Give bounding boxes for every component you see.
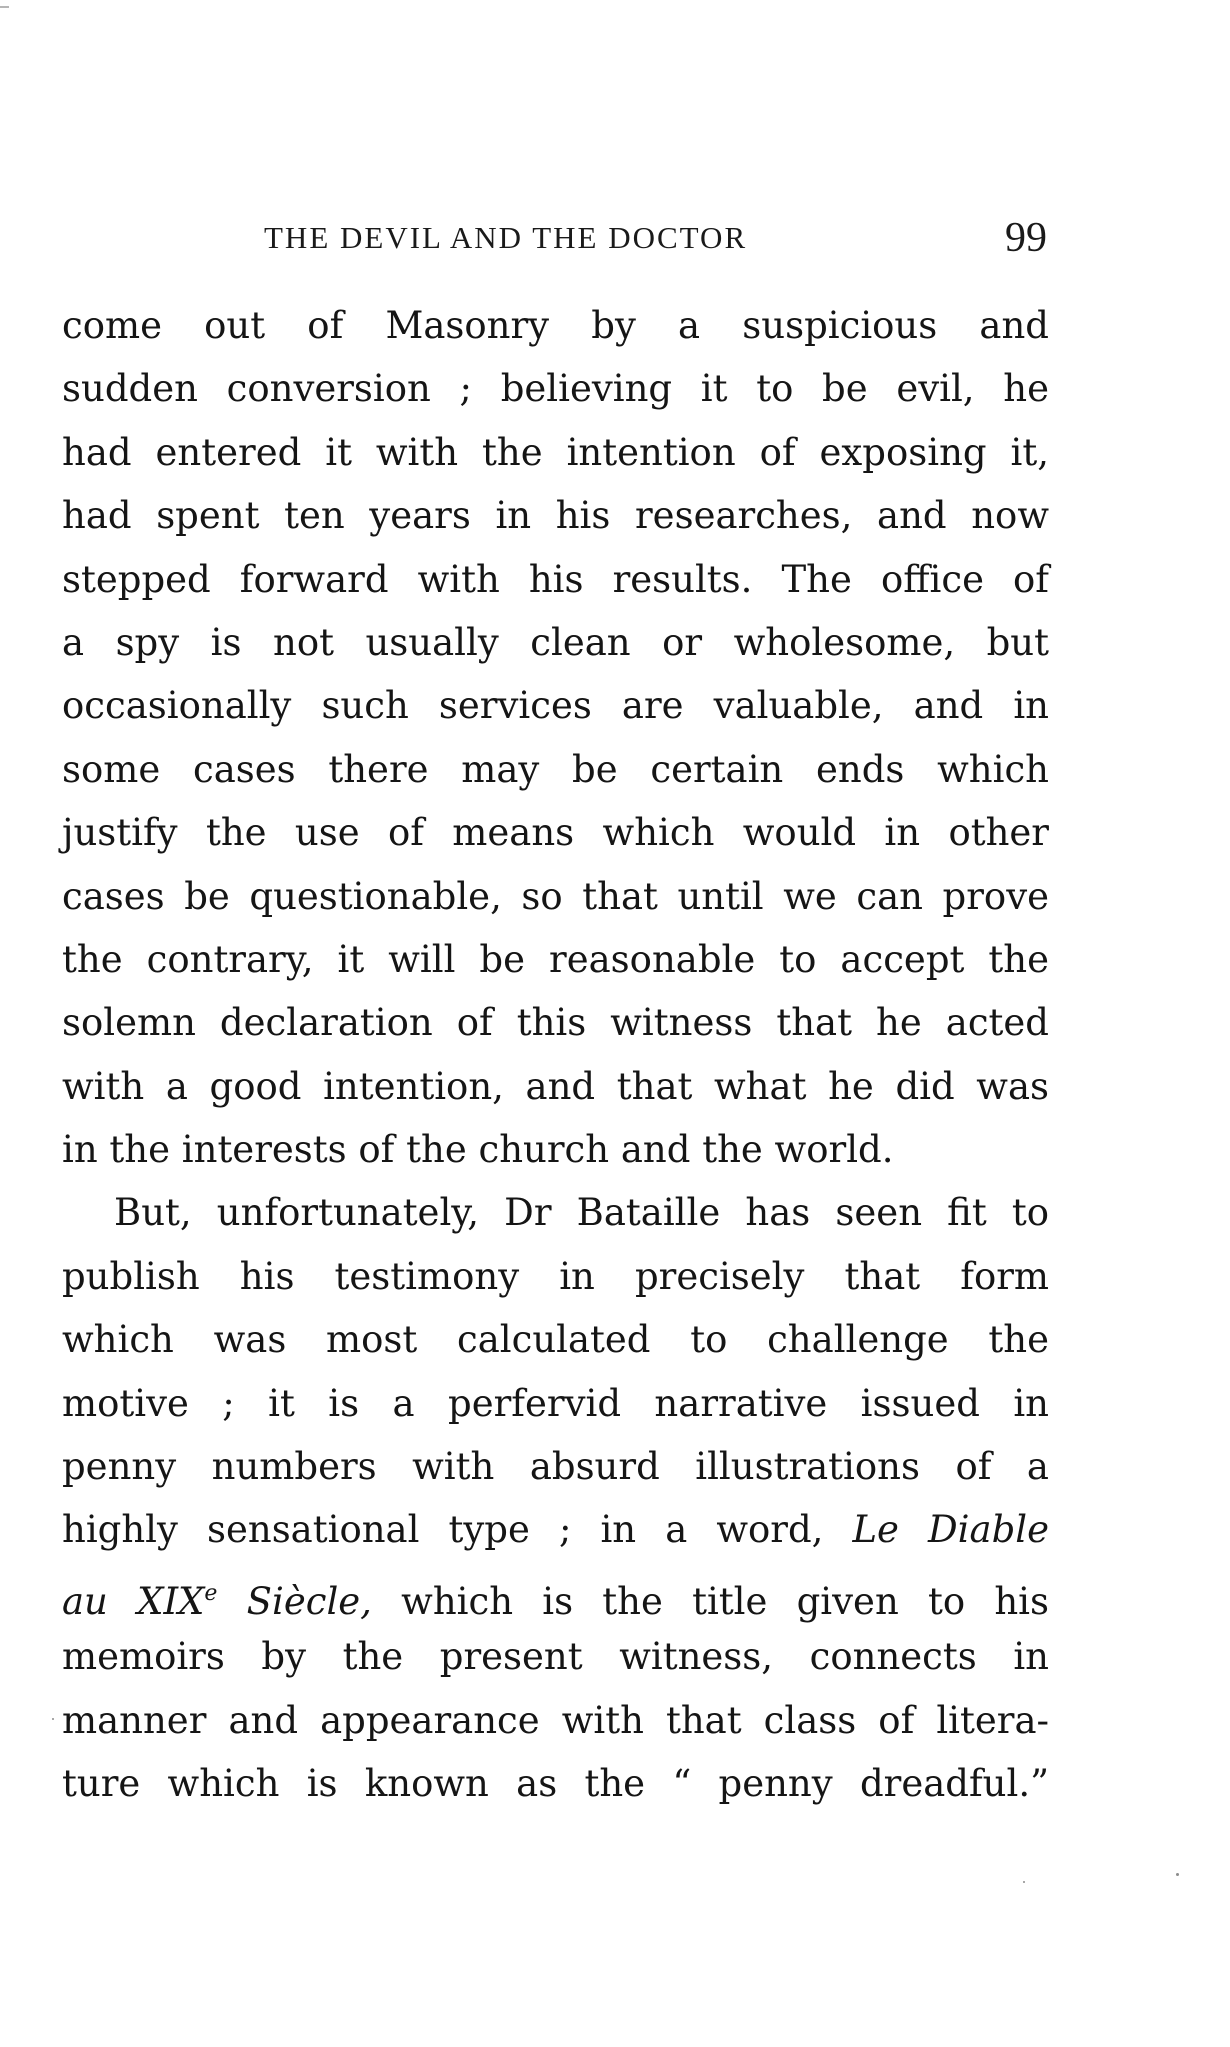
text-line: had entered it with the intention of exposing it, — [62, 430, 1049, 474]
text-line: some cases there may be certain ends which — [62, 747, 1049, 791]
text-line: memoirs by the present witness, connects in — [62, 1635, 1049, 1679]
scan-edge-mark — [0, 6, 9, 8]
text-line: publish his testimony in precisely that form — [62, 1254, 1049, 1298]
text-line: manner and appearance with that class of litera- — [62, 1698, 1049, 1742]
running-title: THE DEVIL AND THE DOCTOR — [264, 220, 748, 255]
text-line-with-title — [62, 1562, 1049, 1625]
text-line: sudden conversion ; believing it to be evil, he — [62, 367, 1049, 411]
text-line: ture which is known as the “ penny dreadful.” — [62, 1761, 1049, 1805]
book-title-italic: Siècle, — [217, 1579, 372, 1623]
page-number: 99 — [1005, 215, 1047, 261]
scan-speck — [1176, 1873, 1179, 1876]
text-line: a spy is not usually clean or wholesome, but — [62, 620, 1049, 664]
running-head — [62, 214, 1065, 262]
scan-speck — [1023, 1881, 1025, 1883]
superscript-e: e — [204, 1580, 218, 1606]
text-line: occasionally such services are valuable, and in — [62, 684, 1049, 728]
text-line: with a good intention, and that what he did was — [62, 1064, 1049, 1108]
paragraph-1 — [62, 294, 1049, 1181]
line-text: highly sensational type ; in a word, — [62, 1508, 853, 1552]
body-text — [62, 294, 1049, 1815]
line-text: which is the title given to his — [371, 1579, 1049, 1623]
book-title-italic: Le Diable — [852, 1508, 1049, 1552]
text-line: come out of Masonry by a suspicious and — [62, 304, 1049, 347]
text-line-with-title — [62, 1498, 1049, 1561]
paragraph-2 — [62, 1181, 1049, 1815]
text-line: But, unfortunately, Dr Bataille has seen fit to — [114, 1191, 1049, 1235]
book-title-italic: au XIX — [62, 1579, 205, 1623]
text-line: the contrary, it will be reasonable to accept the — [62, 937, 1049, 981]
scan-speck — [52, 1718, 54, 1720]
text-line: which was most calculated to challenge the — [62, 1318, 1049, 1362]
text-line: in the interests of the church and the world. — [62, 1128, 894, 1172]
text-line: had spent ten years in his researches, and now — [62, 494, 1049, 538]
text-line: solemn declaration of this witness that he acted — [62, 1001, 1049, 1045]
text-line: stepped forward with his results. The office of — [62, 557, 1049, 601]
text-line: penny numbers with absurd illustrations of a — [62, 1445, 1049, 1489]
text-line: cases be questionable, so that until we can prove — [62, 874, 1049, 918]
text-line: justify the use of means which would in other — [62, 811, 1049, 855]
text-line: motive ; it is a perfervid narrative issued in — [62, 1381, 1049, 1425]
